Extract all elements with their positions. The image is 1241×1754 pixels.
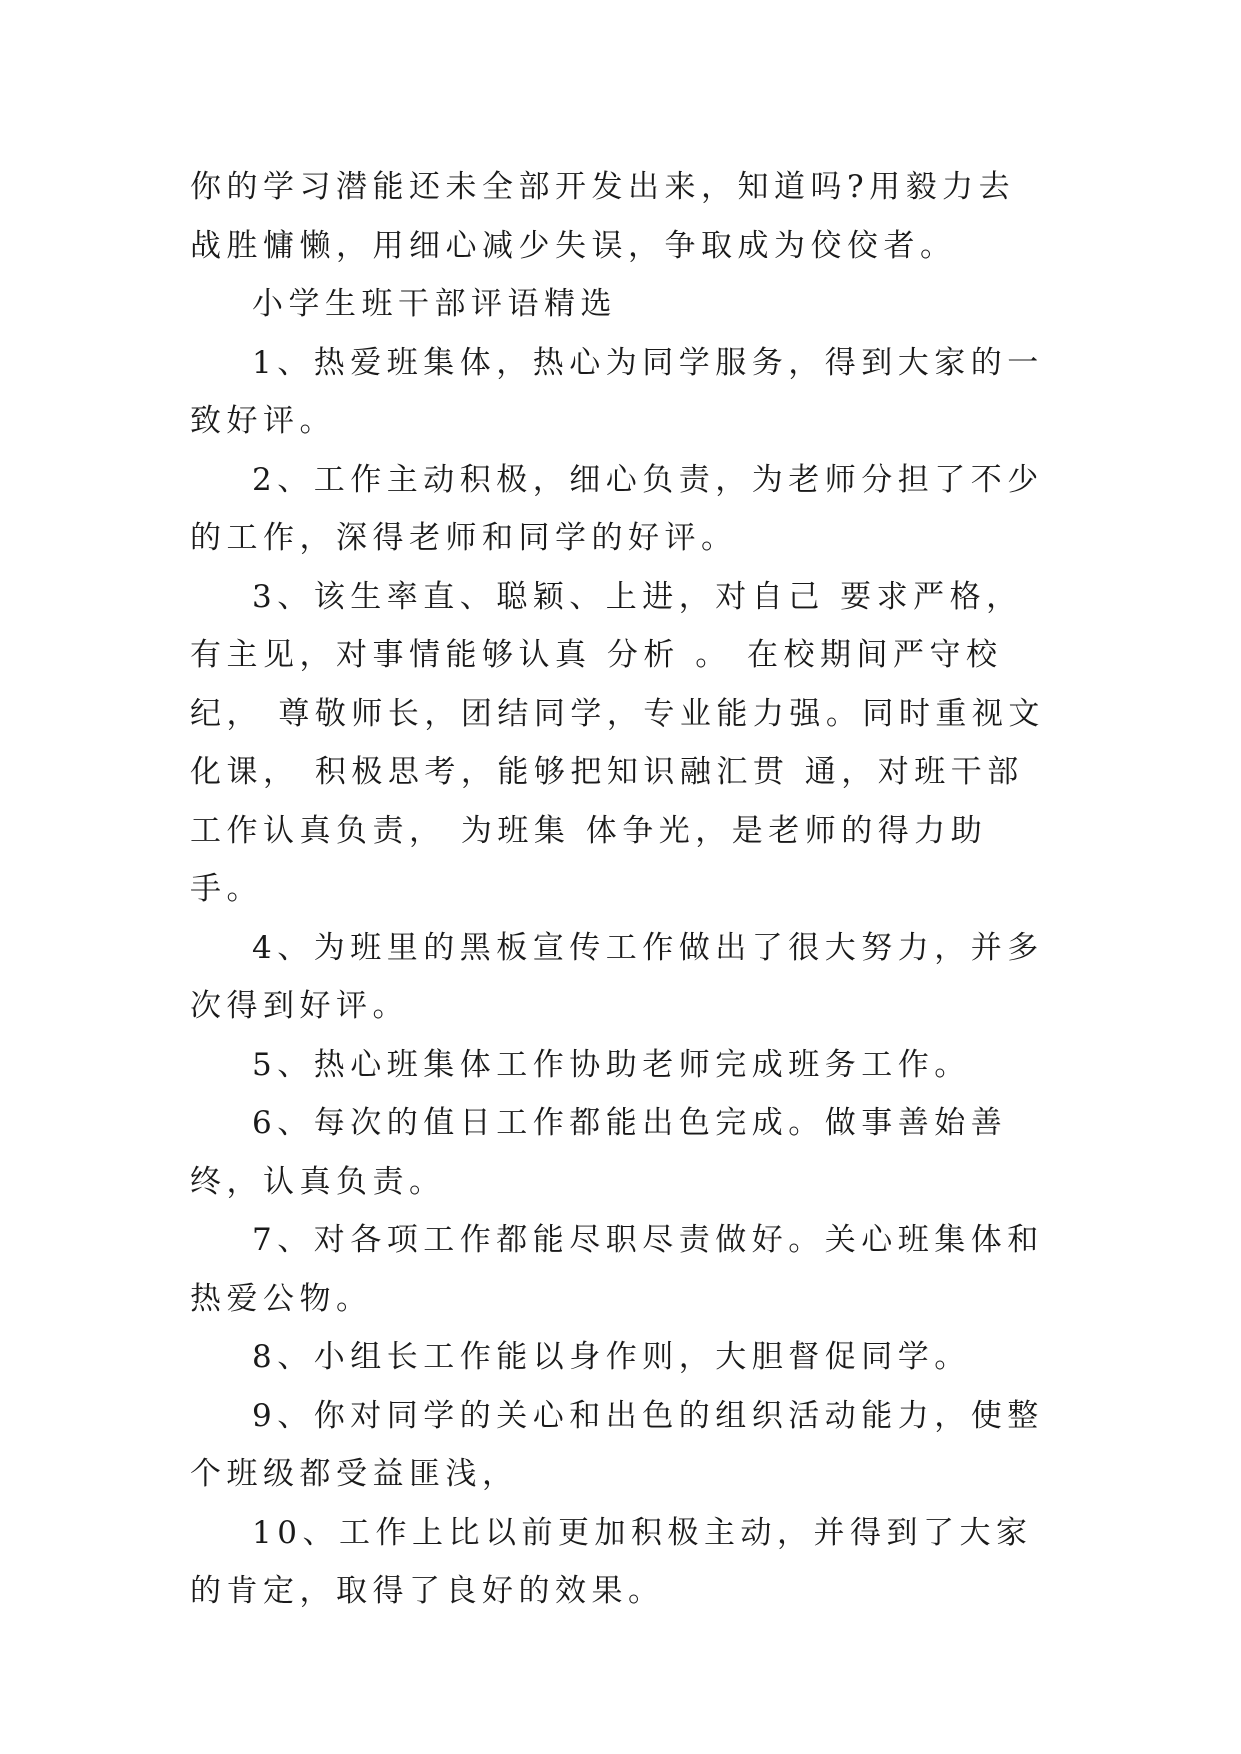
document-body <box>190 158 1061 1621</box>
section-heading: 小学生班干部评语精选 <box>252 286 617 322</box>
comment-item-6: 6、每次的值日工作都能出色完成。做事善始善终，认真负责。 <box>190 1105 1008 1200</box>
comment-item-8: 8、小组长工作能以身作则，大胆督促同学。 <box>252 1339 971 1375</box>
comment-item-3: 3、该生率直、聪颖、上进，对自己 要求严格，有主见，对事情能够认真 分析 。 在校期间严守校纪， 尊敬师长，团结同学，专业能力强。同时重视文 化课， 积极思考，能够把知识融汇贯 通，对班干部工作认真负责， 为班集 体争光，是老师的得力助手。 <box>190 578 1061 907</box>
comment-item-2: 2、工作主动积极，细心负责，为老师分担了不少的工作，深得老师和同学的好评。 <box>190 461 1044 556</box>
comment-item-5: 5、热心班集体工作协助老师完成班务工作。 <box>252 1046 971 1083</box>
comment-item-4: 4、为班里的黑板宣传工作做出了很大努力，并多次得到好评。 <box>190 929 1044 1024</box>
comment-item-9: 9、你对同学的关心和出色的组织活动能力，使整个班级都受益匪浅， <box>190 1397 1044 1492</box>
comment-item-10: 10、工作上比以前更加积极主动，并得到了大家的肯定，取得了良好的效果。 <box>190 1514 1033 1609</box>
comment-item-1: 1、热爱班集体，热心为同学服务，得到大家的一致好评。 <box>190 344 1044 439</box>
paragraph-intro: 你的学习潜能还未全部开发出来，知道吗?用毅力去战胜慵懒，用细心减少失误，争取成为佼佼者。 <box>190 169 1016 264</box>
comment-item-7: 7、对各项工作都能尽职尽责做好。关心班集体和热爱公物。 <box>190 1222 1044 1317</box>
